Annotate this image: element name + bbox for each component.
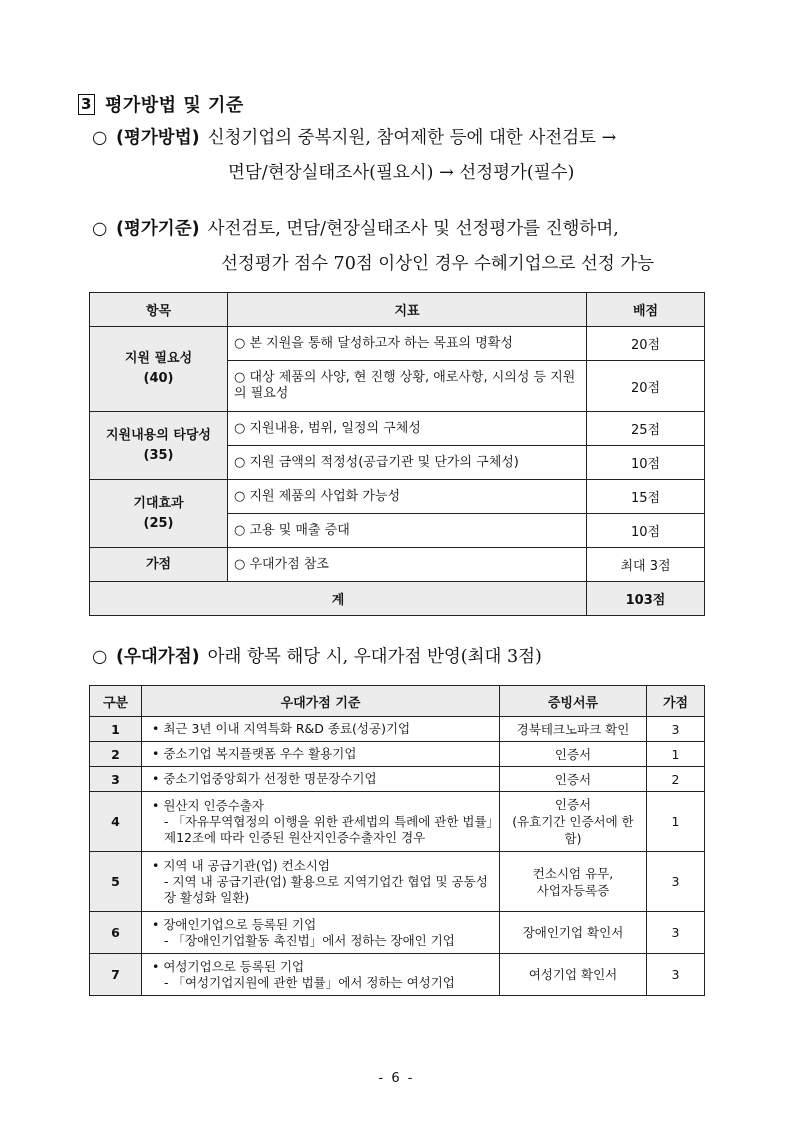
- row-number: 5: [90, 852, 142, 912]
- group-cell: 지원 필요성 (40): [90, 327, 228, 412]
- table-row: [90, 327, 705, 361]
- criteria-cell: • 중소기업중앙회가 선정한 명문장수기업: [142, 767, 500, 792]
- total-row: [90, 582, 705, 616]
- header-cell: 구분: [90, 686, 142, 717]
- row-number: 6: [90, 912, 142, 954]
- bullet-icon: ○: [92, 219, 108, 239]
- header-cell: 증빙서류: [500, 686, 647, 717]
- table-row: [90, 742, 705, 767]
- document-cell: 인증서: [500, 767, 647, 792]
- total-points: 103점: [587, 582, 705, 616]
- row-number: 2: [90, 742, 142, 767]
- points-cell: 10점: [587, 446, 705, 480]
- criteria-cell: • 여성기업으로 등록된 기업 - 「여성기업지원에 관한 법률」에서 정하는 여성기업: [142, 954, 500, 996]
- point-cell: 2: [647, 767, 705, 792]
- header-cell: 우대가점 기준: [142, 686, 500, 717]
- points-cell: 20점: [587, 361, 705, 412]
- table-row: [90, 912, 705, 954]
- section-title: 평가방법 및 기준: [105, 95, 244, 116]
- table-row: [90, 792, 705, 852]
- indicator-cell: ○ 우대가점 참조: [228, 548, 587, 582]
- table-header-row: [90, 293, 705, 327]
- indicator-cell: ○ 지원 금액의 적정성(공급기관 및 단가의 구체성): [228, 446, 587, 480]
- point-cell: 3: [647, 912, 705, 954]
- page-number: - 6 -: [378, 1071, 415, 1086]
- point-cell: 1: [647, 792, 705, 852]
- table-row: [90, 767, 705, 792]
- paragraph-text-cont: 선정평가 점수 70점 이상인 경우 수혜기업으로 선정 가능: [221, 254, 655, 274]
- criteria-cell: • 장애인기업으로 등록된 기업 - 「장애인기업활동 촉진법」에서 정하는 장애인 기업: [142, 912, 500, 954]
- indicator-cell: ○ 대상 제품의 사양, 현 진행 상황, 애로사항, 시의성 등 지원의 필요성: [228, 361, 587, 412]
- document-cell: 여성기업 확인서: [500, 954, 647, 996]
- indicator-cell: ○ 고용 및 매출 증대: [228, 514, 587, 548]
- table-row: [90, 412, 705, 446]
- bullet-icon: ○: [92, 647, 108, 667]
- paragraph-evaluation-method: [92, 121, 616, 191]
- table-row: [90, 480, 705, 514]
- criteria-cell: • 최근 3년 이내 지역특화 R&D 종료(성공)기업: [142, 717, 500, 742]
- point-cell: 3: [647, 954, 705, 996]
- group-cell: 가점: [90, 548, 228, 582]
- indicator-cell: ○ 본 지원을 통해 달성하고자 하는 목표의 명확성: [228, 327, 587, 361]
- table-row: [90, 954, 705, 996]
- paragraph-text: 신청기업의 중복지원, 참여제한 등에 대한 사전검토 →: [207, 128, 617, 148]
- points-cell: 20점: [587, 327, 705, 361]
- point-cell: 3: [647, 852, 705, 912]
- total-label: 계: [90, 582, 587, 616]
- criteria-cell: • 지역 내 공급기관(업) 컨소시엄 - 지역 내 공급기관(업) 활용으로 지역기업간 협업 및 공동성장 활성화 일환): [142, 852, 500, 912]
- section-heading: [78, 91, 244, 117]
- paragraph-text: 사전검토, 면담/현장실태조사 및 선정평가를 진행하며,: [207, 219, 619, 239]
- points-cell: 25점: [587, 412, 705, 446]
- bullet-icon: ○: [92, 128, 108, 148]
- group-cell: 기대효과 (25): [90, 480, 228, 548]
- paragraph-evaluation-criteria: [92, 212, 654, 282]
- header-cell: 배점: [587, 293, 705, 327]
- table-row: [90, 852, 705, 912]
- paragraph-key: (우대가점): [116, 647, 200, 667]
- indicator-cell: ○ 지원내용, 범위, 일정의 구체성: [228, 412, 587, 446]
- group-cell: 지원내용의 타당성 (35): [90, 412, 228, 480]
- header-cell: 가점: [647, 686, 705, 717]
- points-cell: 10점: [587, 514, 705, 548]
- paragraph-bonus-points: [92, 640, 542, 675]
- point-cell: 3: [647, 717, 705, 742]
- paragraph-key: (평가방법): [116, 128, 200, 148]
- points-cell: 최대 3점: [587, 548, 705, 582]
- document-cell: 인증서 (유효기간 인증서에 한함): [500, 792, 647, 852]
- point-cell: 1: [647, 742, 705, 767]
- row-number: 1: [90, 717, 142, 742]
- criteria-cell: • 원산지 인증수출자 - 「자유무역협정의 이행을 위한 관세법의 특례에 관한 법률」제12조에 따라 인증된 원산지인증수출자인 경우: [142, 792, 500, 852]
- table-row: [90, 548, 705, 582]
- section-number-box: 3: [78, 94, 95, 115]
- document-cell: 경북테크노파크 확인: [500, 717, 647, 742]
- paragraph-text-cont: 면담/현장실태조사(필요시) → 선정평가(필수): [228, 163, 575, 183]
- document-cell: 인증서: [500, 742, 647, 767]
- indicator-cell: ○ 지원 제품의 사업화 가능성: [228, 480, 587, 514]
- row-number: 3: [90, 767, 142, 792]
- criteria-cell: • 중소기업 복지플랫폼 우수 활용기업: [142, 742, 500, 767]
- table-header-row: [90, 686, 705, 717]
- paragraph-key: (평가기준): [116, 219, 200, 239]
- table-row: [90, 717, 705, 742]
- evaluation-criteria-table: [89, 292, 705, 616]
- row-number: 4: [90, 792, 142, 852]
- header-cell: 항목: [90, 293, 228, 327]
- header-cell: 지표: [228, 293, 587, 327]
- points-cell: 15점: [587, 480, 705, 514]
- document-cell: 컨소시엄 유무, 사업자등록증: [500, 852, 647, 912]
- bonus-points-table: [89, 685, 705, 996]
- paragraph-text: 아래 항목 해당 시, 우대가점 반영(최대 3점): [207, 647, 542, 667]
- row-number: 7: [90, 954, 142, 996]
- document-cell: 장애인기업 확인서: [500, 912, 647, 954]
